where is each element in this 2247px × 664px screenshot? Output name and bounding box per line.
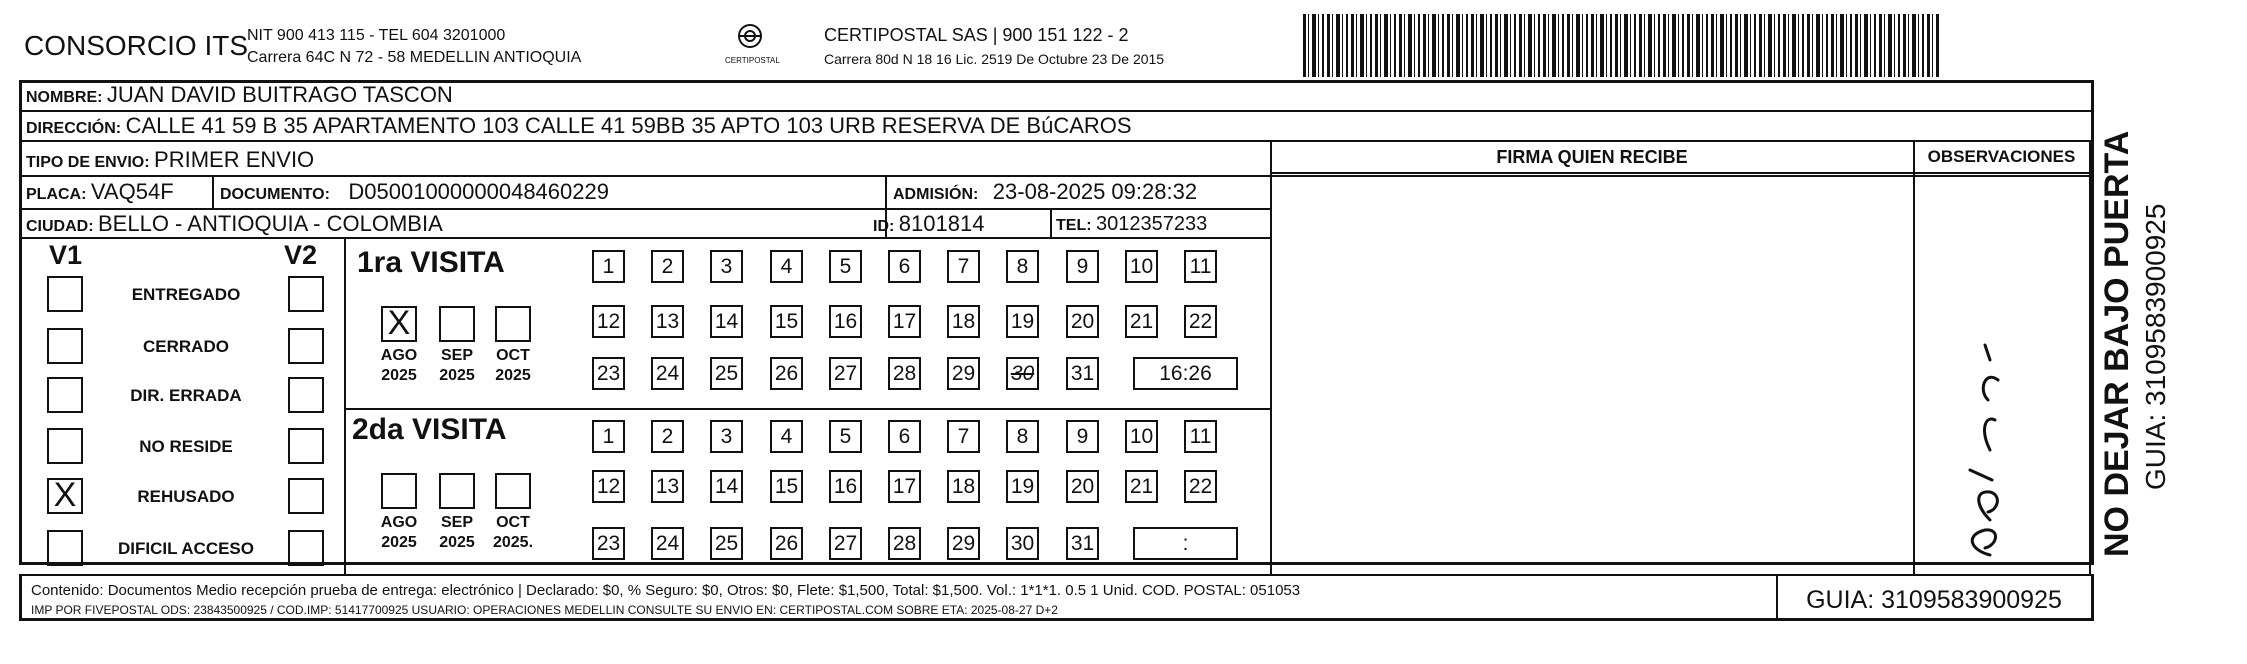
month-checkbox: X bbox=[381, 306, 417, 342]
day-box: 29 bbox=[947, 527, 980, 560]
day-box: 1 bbox=[592, 420, 625, 453]
day-box: 2 bbox=[651, 250, 684, 283]
firma-header: FIRMA QUIEN RECIBE bbox=[1496, 147, 1688, 167]
year-label: 2025. bbox=[492, 534, 534, 551]
admision-label: ADMISIÓN: bbox=[893, 186, 979, 203]
status-option-label: DIFICIL ACCESO bbox=[117, 539, 254, 558]
v1-checkbox bbox=[47, 428, 83, 464]
day-box: 7 bbox=[947, 250, 980, 283]
day-box: 12 bbox=[592, 470, 625, 503]
tel-row bbox=[1056, 213, 1207, 236]
day-box: 17 bbox=[888, 305, 921, 338]
month-label: OCT bbox=[496, 347, 530, 364]
day-box: 20 bbox=[1066, 305, 1099, 338]
nombre-label: NOMBRE: bbox=[26, 89, 103, 106]
year-label: 2025 bbox=[495, 367, 531, 384]
day-box: 16 bbox=[829, 305, 862, 338]
day-box: 21 bbox=[1125, 470, 1158, 503]
day-box: 23 bbox=[592, 357, 625, 390]
day-box: 11 bbox=[1184, 420, 1217, 453]
company-nit: NIT 900 413 115 - TEL 604 3201000 bbox=[247, 27, 506, 44]
month-checkbox bbox=[439, 473, 475, 509]
month-label: AGO bbox=[380, 347, 418, 364]
footer-contenido: Contenido: Documentos Medio recepción prueba de entrega: electrónico | Declarado: $0, % Seguro: $0, Otros: $0, Flete: $1,500, Total: $1,500. Vol.: 1*1*1. 0.5 1 Unid. COD. POSTAL: 051053 bbox=[31, 582, 1301, 599]
ciudad-value: BELLO - ANTIOQUIA - COLOMBIA bbox=[98, 211, 443, 236]
ciudad-row bbox=[26, 211, 443, 237]
v2-checkbox bbox=[288, 530, 324, 566]
status-option-label: CERRADO bbox=[143, 337, 229, 356]
day-box: 27 bbox=[829, 357, 862, 390]
company-address: Carrera 64C N 72 - 58 MEDELLIN ANTIOQUIA bbox=[247, 49, 582, 66]
day-box: 13 bbox=[651, 305, 684, 338]
year-label: 2025 bbox=[381, 367, 417, 384]
day-box: 29 bbox=[947, 357, 980, 390]
day-box: 10 bbox=[1125, 250, 1158, 283]
day-box: 28 bbox=[888, 357, 921, 390]
tipo-value: PRIMER ENVIO bbox=[154, 147, 315, 172]
day-box: 16 bbox=[829, 470, 862, 503]
month-checkbox bbox=[495, 306, 531, 342]
month-label: OCT bbox=[496, 514, 530, 531]
day-box: 1 bbox=[592, 250, 625, 283]
footer-imp-line: IMP POR FIVEPOSTAL ODS: 23843500925 / COD.IMP: 51417700925 USUARIO: OPERACIONES MEDELLIN CONSULTE SU ENVIO EN: CERTIPOSTAL.COM SOBRE ETA: 2025-08-27 D+2 bbox=[31, 603, 1058, 617]
direccion-row bbox=[26, 113, 1132, 139]
day-box: 22 bbox=[1184, 470, 1217, 503]
day-box: 3 bbox=[710, 420, 743, 453]
nombre-value: JUAN DAVID BUITRAGO TASCON bbox=[106, 82, 453, 107]
placa-value: VAQ54F bbox=[90, 179, 174, 204]
placa-label: PLACA: bbox=[26, 186, 87, 203]
day-box: 28 bbox=[888, 527, 921, 560]
day-box: 23 bbox=[592, 527, 625, 560]
day-box: 9 bbox=[1066, 250, 1099, 283]
direccion-value: CALLE 41 59 B 35 APARTAMENTO 103 CALLE 41 59BB 35 APTO 103 URB RESERVA DE BúCAROS bbox=[125, 113, 1132, 138]
status-option-label: DIR. ERRADA bbox=[130, 386, 242, 405]
day-box: 7 bbox=[947, 420, 980, 453]
day-box: 25 bbox=[710, 357, 743, 390]
documento-value: D05001000000048460229 bbox=[348, 179, 609, 204]
day-box: 13 bbox=[651, 470, 684, 503]
nombre-row bbox=[26, 82, 453, 108]
day-box: 19 bbox=[1006, 305, 1039, 338]
day-box: 19 bbox=[1006, 470, 1039, 503]
v2-checkbox bbox=[288, 276, 324, 312]
day-box: 2 bbox=[651, 420, 684, 453]
admision-value: 23-08-2025 09:28:32 bbox=[992, 179, 1198, 204]
status-option-label: REHUSADO bbox=[137, 487, 235, 506]
day-box: 10 bbox=[1125, 420, 1158, 453]
side-warning: NO DEJAR BAJO PUERTA bbox=[2098, 130, 2136, 557]
id-value: 8101814 bbox=[898, 211, 985, 236]
year-label: 2025 bbox=[439, 367, 475, 384]
v2-label: V2 bbox=[284, 240, 318, 270]
time-box: : bbox=[1133, 527, 1238, 560]
month-checkbox bbox=[495, 473, 531, 509]
day-box: 9 bbox=[1066, 420, 1099, 453]
v1-checkbox bbox=[47, 377, 83, 413]
day-box: 14 bbox=[710, 470, 743, 503]
day-box: 11 bbox=[1184, 250, 1217, 283]
side-guia: GUIA: 3109583900925 bbox=[2140, 203, 2171, 490]
visit1-title: 1ra VISITA bbox=[357, 246, 505, 279]
year-label: 2025 bbox=[381, 534, 417, 551]
v2-checkbox bbox=[288, 328, 324, 364]
tipo-row bbox=[26, 147, 314, 173]
month-label: AGO bbox=[380, 514, 418, 531]
day-box: 18 bbox=[947, 305, 980, 338]
day-box: 31 bbox=[1066, 527, 1099, 560]
day-box: 20 bbox=[1066, 470, 1099, 503]
certipostal-logo bbox=[720, 20, 780, 70]
v2-checkbox bbox=[288, 428, 324, 464]
certipostal-address: Carrera 80d N 18 16 Lic. 2519 De Octubre 23 De 2015 bbox=[824, 51, 1165, 67]
v2-checkbox bbox=[288, 377, 324, 413]
day-box: 18 bbox=[947, 470, 980, 503]
month-label: SEP bbox=[440, 347, 473, 364]
day-box: 6 bbox=[888, 420, 921, 453]
day-box: 14 bbox=[710, 305, 743, 338]
day-box: 24 bbox=[651, 357, 684, 390]
day-box: 5 bbox=[829, 250, 862, 283]
day-box: 15 bbox=[770, 470, 803, 503]
day-box: 22 bbox=[1184, 305, 1217, 338]
direccion-label: DIRECCIÓN: bbox=[26, 120, 122, 137]
month-checkbox bbox=[439, 306, 475, 342]
day-box: 25 bbox=[710, 527, 743, 560]
certipostal-line: CERTIPOSTAL SAS | 900 151 122 - 2 bbox=[824, 25, 1129, 45]
logo-text: CERTIPOSTAL bbox=[725, 56, 780, 65]
placa-row bbox=[26, 179, 174, 205]
id-row bbox=[873, 211, 984, 237]
month-checkbox bbox=[381, 473, 417, 509]
v1-checkbox: X bbox=[47, 478, 83, 514]
day-box: 30 bbox=[1006, 527, 1039, 560]
day-box: 3 bbox=[710, 250, 743, 283]
observaciones-header: OBSERVACIONES bbox=[1927, 147, 2076, 166]
ciudad-label: CIUDAD: bbox=[26, 218, 94, 235]
status-option-label: ENTREGADO bbox=[131, 285, 241, 304]
footer-guia: GUIA: 3109583900925 bbox=[1806, 586, 2062, 614]
day-box: 6 bbox=[888, 250, 921, 283]
status-option-label: NO RESIDE bbox=[139, 437, 233, 456]
time-box: 16:26 bbox=[1133, 357, 1238, 390]
day-box: 17 bbox=[888, 470, 921, 503]
day-box: 5 bbox=[829, 420, 862, 453]
day-box: 26 bbox=[770, 357, 803, 390]
v1-checkbox bbox=[47, 328, 83, 364]
day-box: 26 bbox=[770, 527, 803, 560]
visit2-title: 2da VISITA bbox=[352, 413, 507, 446]
company-name: CONSORCIO ITS bbox=[24, 30, 249, 61]
year-label: 2025 bbox=[439, 534, 475, 551]
day-box: 4 bbox=[770, 420, 803, 453]
documento-row bbox=[220, 179, 609, 205]
tipo-label: TIPO DE ENVIO: bbox=[26, 154, 150, 171]
v1-checkbox bbox=[47, 276, 83, 312]
month-label: SEP bbox=[440, 514, 473, 531]
day-box: 4 bbox=[770, 250, 803, 283]
day-box: 12 bbox=[592, 305, 625, 338]
day-box: 27 bbox=[829, 527, 862, 560]
day-box: 21 bbox=[1125, 305, 1158, 338]
barcode bbox=[1303, 14, 1939, 77]
day-box: 8 bbox=[1006, 420, 1039, 453]
day-box: 8 bbox=[1006, 250, 1039, 283]
day-box: 15 bbox=[770, 305, 803, 338]
signature bbox=[1930, 330, 2040, 570]
v2-checkbox bbox=[288, 478, 324, 514]
day-box: 31 bbox=[1066, 357, 1099, 390]
v1-checkbox bbox=[47, 530, 83, 566]
day-box: 24 bbox=[651, 527, 684, 560]
admision-row bbox=[893, 179, 1197, 205]
id-label: ID: bbox=[873, 218, 895, 235]
tel-value: 3012357233 bbox=[1096, 213, 1208, 235]
day-box: 30 bbox=[1006, 357, 1039, 390]
tel-label: TEL: bbox=[1056, 217, 1092, 234]
v1-label: V1 bbox=[49, 240, 83, 270]
documento-label: DOCUMENTO: bbox=[220, 186, 330, 203]
